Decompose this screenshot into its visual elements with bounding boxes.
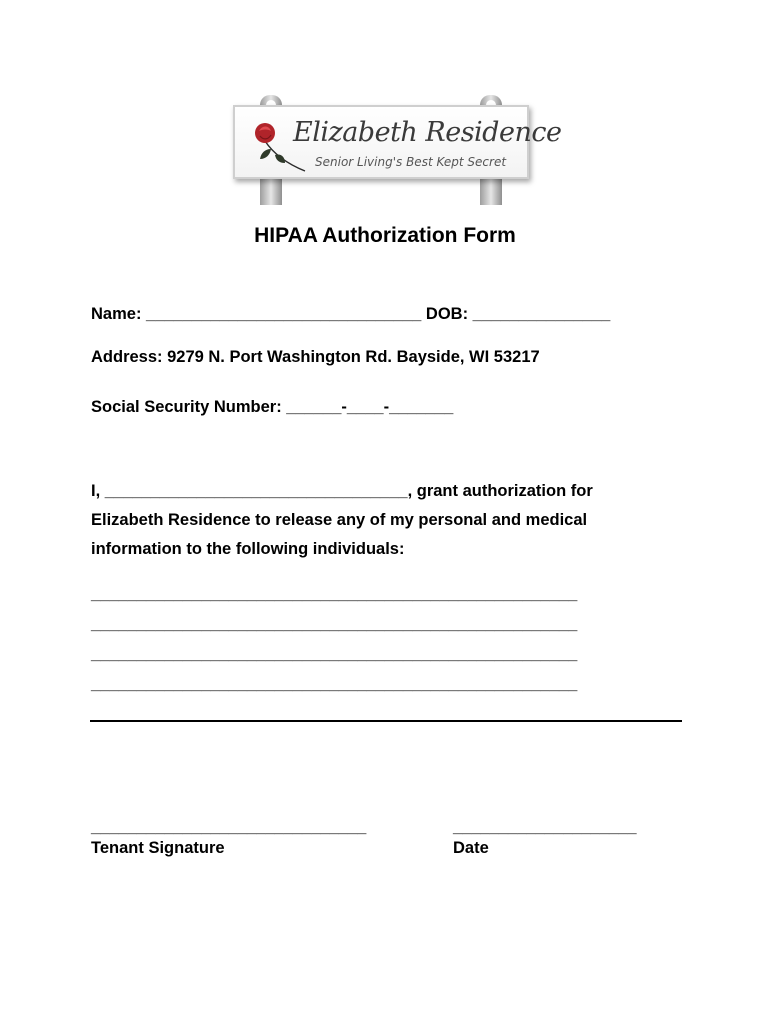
logo	[233, 95, 562, 205]
individual-blank-line[interactable]: _____________________________________________________	[91, 615, 578, 633]
signature-label: Tenant Signature	[91, 839, 225, 857]
page-title: HIPAA Authorization Form	[254, 224, 516, 247]
address-line: Address: 9279 N. Port Washington Rd. Bayside, WI 53217	[91, 348, 540, 366]
authorization-line-1[interactable]: I, _________________________________, grant authorization for	[91, 482, 593, 500]
divider	[90, 720, 682, 722]
brand-name: Elizabeth Residence	[293, 117, 562, 148]
individual-blank-line[interactable]: _____________________________________________________	[91, 645, 578, 663]
date-label: Date	[453, 839, 489, 857]
authorization-line-2: Elizabeth Residence to release any of my personal and medical	[91, 511, 588, 529]
brand-tagline: Senior Living's Best Kept Secret	[315, 155, 507, 169]
individual-blank-line[interactable]: _____________________________________________________	[91, 675, 578, 693]
sign-board	[233, 105, 562, 179]
name-dob-line[interactable]: Name: ______________________________ DOB: _______________	[91, 305, 611, 323]
date-blank[interactable]: ____________________	[453, 818, 637, 836]
ssn-line[interactable]: Social Security Number: ______-____-_______	[91, 398, 454, 416]
authorization-line-3: information to the following individuals:	[91, 540, 405, 558]
signature-blank[interactable]: ______________________________	[91, 818, 367, 836]
individual-blank-line[interactable]: _____________________________________________________	[91, 585, 578, 603]
